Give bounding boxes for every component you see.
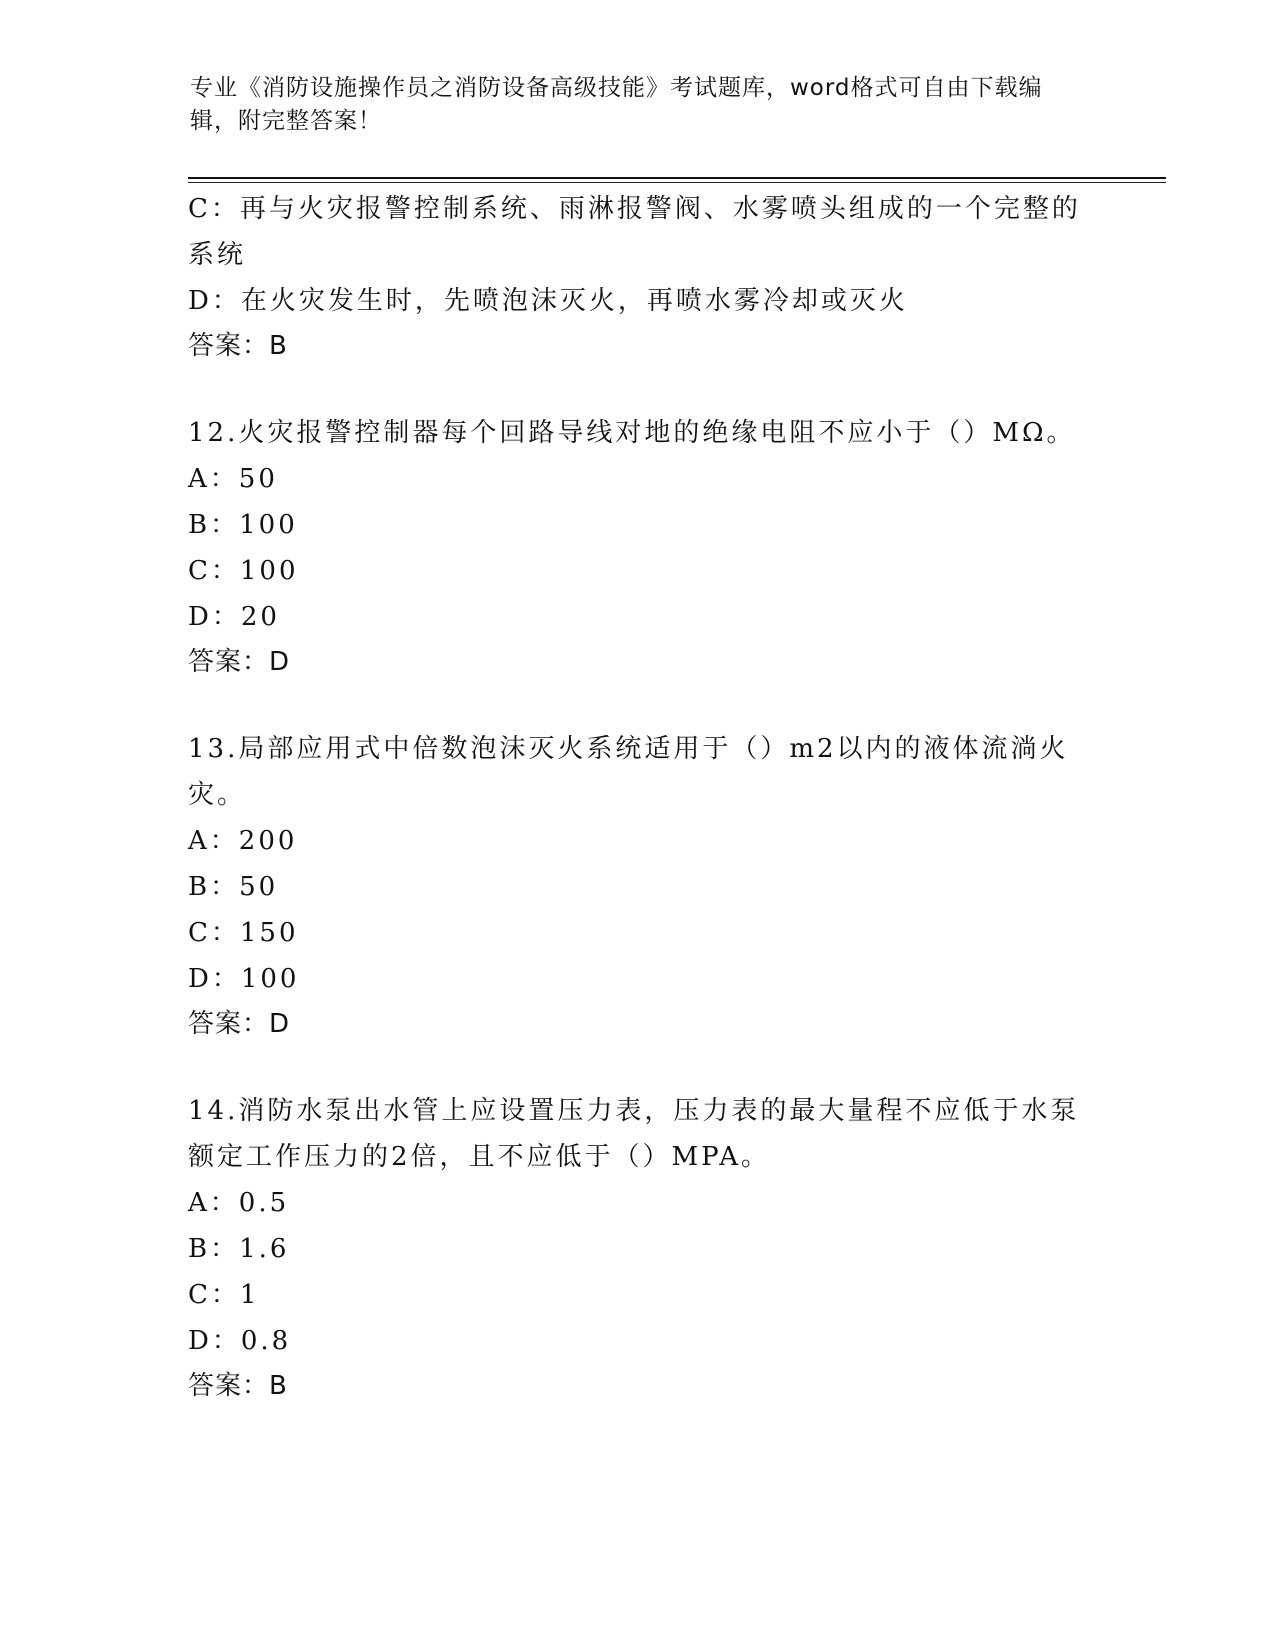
question-stem: 12.火灾报警控制器每个回路导线对地的绝缘电阻不应小于（）MΩ。 [188, 418, 1076, 448]
document-header: 专业《消防设施操作员之消防设备高级技能》考试题库，word格式可自由下载编辑，附完整答案！ [190, 75, 1043, 134]
option-c: C：再与火灾报警控制系统、雨淋报警阀、水雾喷头组成的一个完整的系统 [188, 194, 1081, 270]
option-d: D：在火灾发生时，先喷泡沫灭火，再喷水雾冷却或灭火 [188, 286, 908, 316]
option-d: D：0.8 [188, 1326, 292, 1356]
previous-question-tail [188, 186, 1088, 368]
option-d: D：100 [188, 964, 300, 994]
answer: 答案：B [188, 331, 288, 361]
question-stem: 13.局部应用式中倍数泡沫灭火系统适用于（）m2以内的液体流淌火灾。 [188, 734, 1069, 810]
question-13 [188, 726, 1088, 1046]
question-14 [188, 1088, 1088, 1408]
option-a: A：0.5 [188, 1188, 290, 1218]
answer: 答案：D [188, 1009, 291, 1039]
option-b: B：50 [188, 872, 279, 902]
option-b: B：1.6 [188, 1234, 290, 1264]
option-a: A：50 [188, 464, 278, 494]
option-d: D：20 [188, 602, 280, 632]
option-c: C：150 [188, 918, 299, 948]
header-divider-bottom [188, 182, 1166, 183]
question-stem: 14.消防水泵出水管上应设置压力表，压力表的最大量程不应低于水泵额定工作压力的2倍，且不应低于（）MPA。 [188, 1096, 1080, 1172]
question-12 [188, 410, 1088, 684]
answer: 答案：B [188, 1371, 288, 1401]
answer: 答案：D [188, 647, 291, 677]
header-divider-top [188, 177, 1166, 179]
question-list [188, 186, 1088, 1408]
option-c: C：100 [188, 556, 299, 586]
option-c: C：1 [188, 1280, 260, 1310]
option-a: A：200 [188, 826, 298, 856]
option-b: B：100 [188, 510, 298, 540]
